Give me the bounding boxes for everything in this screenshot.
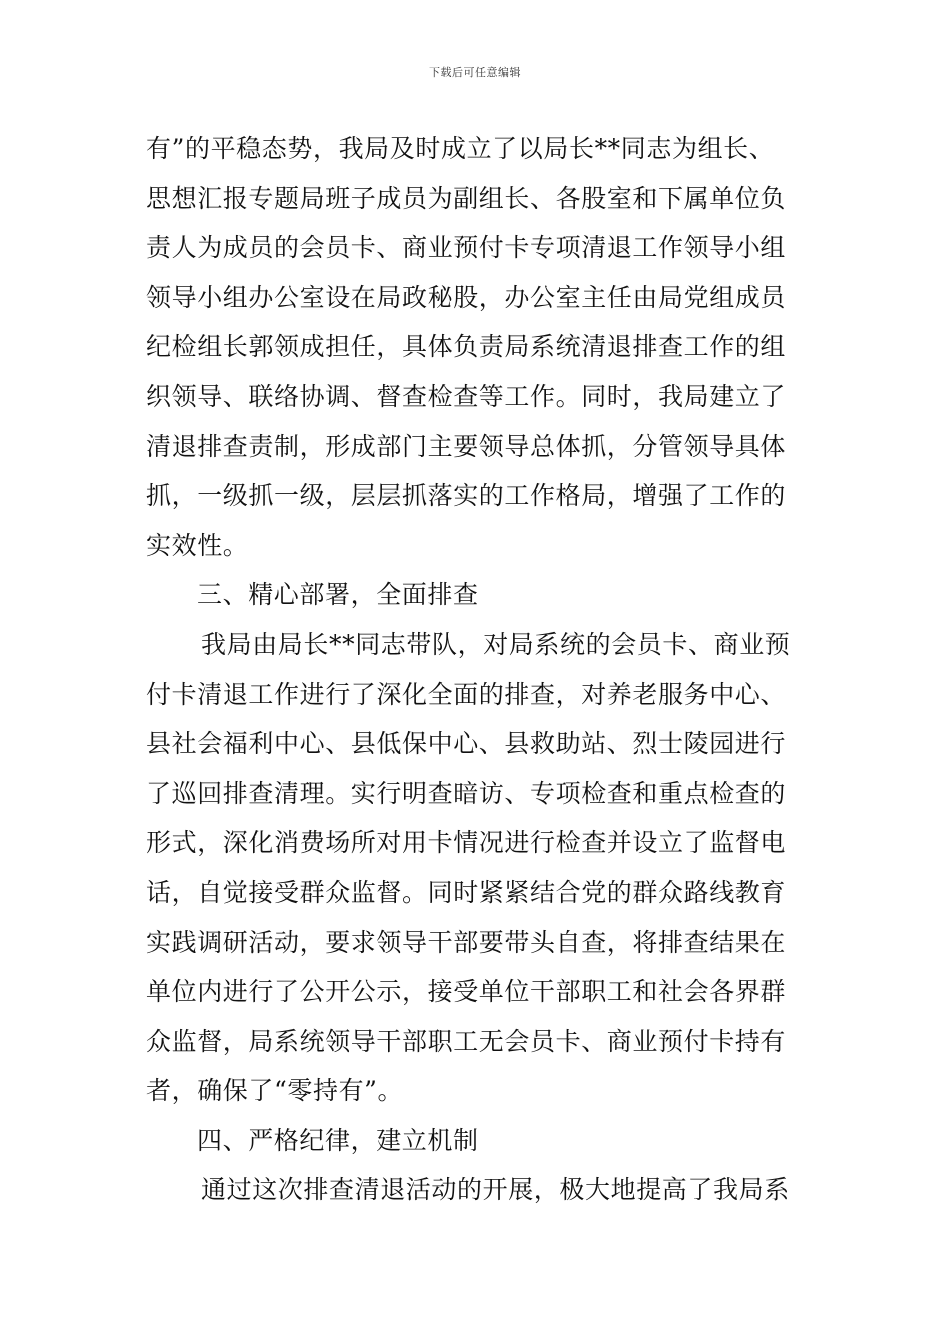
text-line: 形式，深化消费场所对用卡情况进行检查并设立了监督电 — [146, 828, 787, 858]
text-line: 了巡回排查清理。实行明查暗访、专项检查和重点检查的 — [146, 778, 787, 808]
text-line: 县社会福利中心、县低保中心、县救助站、烈士陵园进行 — [146, 729, 787, 759]
text-line: 实践调研活动，要求领导干部要带头自查，将排查结果在 — [146, 927, 787, 957]
paragraph-first-line: 我局由局长**同志带队，对局系统的会员卡、商业预 — [201, 629, 791, 659]
text-line: 抓，一级抓一级，层层抓落实的工作格局，增强了工作的 — [146, 481, 787, 511]
text-line: 织领导、联络协调、督查检查等工作。同时，我局建立了 — [146, 381, 787, 411]
document-body — [146, 124, 810, 1215]
text-line: 单位内进行了公开公示，接受单位干部职工和社会各界群 — [146, 977, 787, 1007]
text-line: 清退排查责制，形成部门主要领导总体抓，分管领导具体 — [146, 431, 787, 461]
text-line: 有”的平稳态势，我局及时成立了以局长**同志为组长、 — [146, 134, 775, 163]
text-line: 实效性。 — [146, 530, 249, 560]
text-line: 思想汇报专题局班子成员为副组长、各股室和下属单位负 — [146, 183, 787, 213]
text-line: 话，自觉接受群众监督。同时紧紧结合党的群众路线教育 — [146, 877, 787, 907]
text-line: 纪检组长郭领成担任，具体负责局系统清退排查工作的组 — [146, 332, 787, 362]
text-line: 者，确保了“零持有”。 — [146, 1076, 404, 1106]
text-line: 领导小组办公室设在局政秘股，办公室主任由局党组成员 — [146, 282, 787, 312]
text-line: 责人为成员的会员卡、商业预付卡专项清退工作领导小组 — [146, 233, 787, 263]
paragraph-first-line: 通过这次排查清退活动的开展，极大地提高了我局系 — [201, 1175, 790, 1205]
page-header-note: 下载后可任意编辑 — [429, 66, 521, 79]
section-heading: 四、严格纪律，建立机制 — [197, 1125, 479, 1155]
text-line: 付卡清退工作进行了深化全面的排查，对养老服务中心、 — [146, 679, 787, 709]
section-heading: 三、精心部署，全面排查 — [197, 580, 479, 610]
text-line: 众监督，局系统领导干部职工无会员卡、商业预付卡持有 — [146, 1026, 787, 1056]
